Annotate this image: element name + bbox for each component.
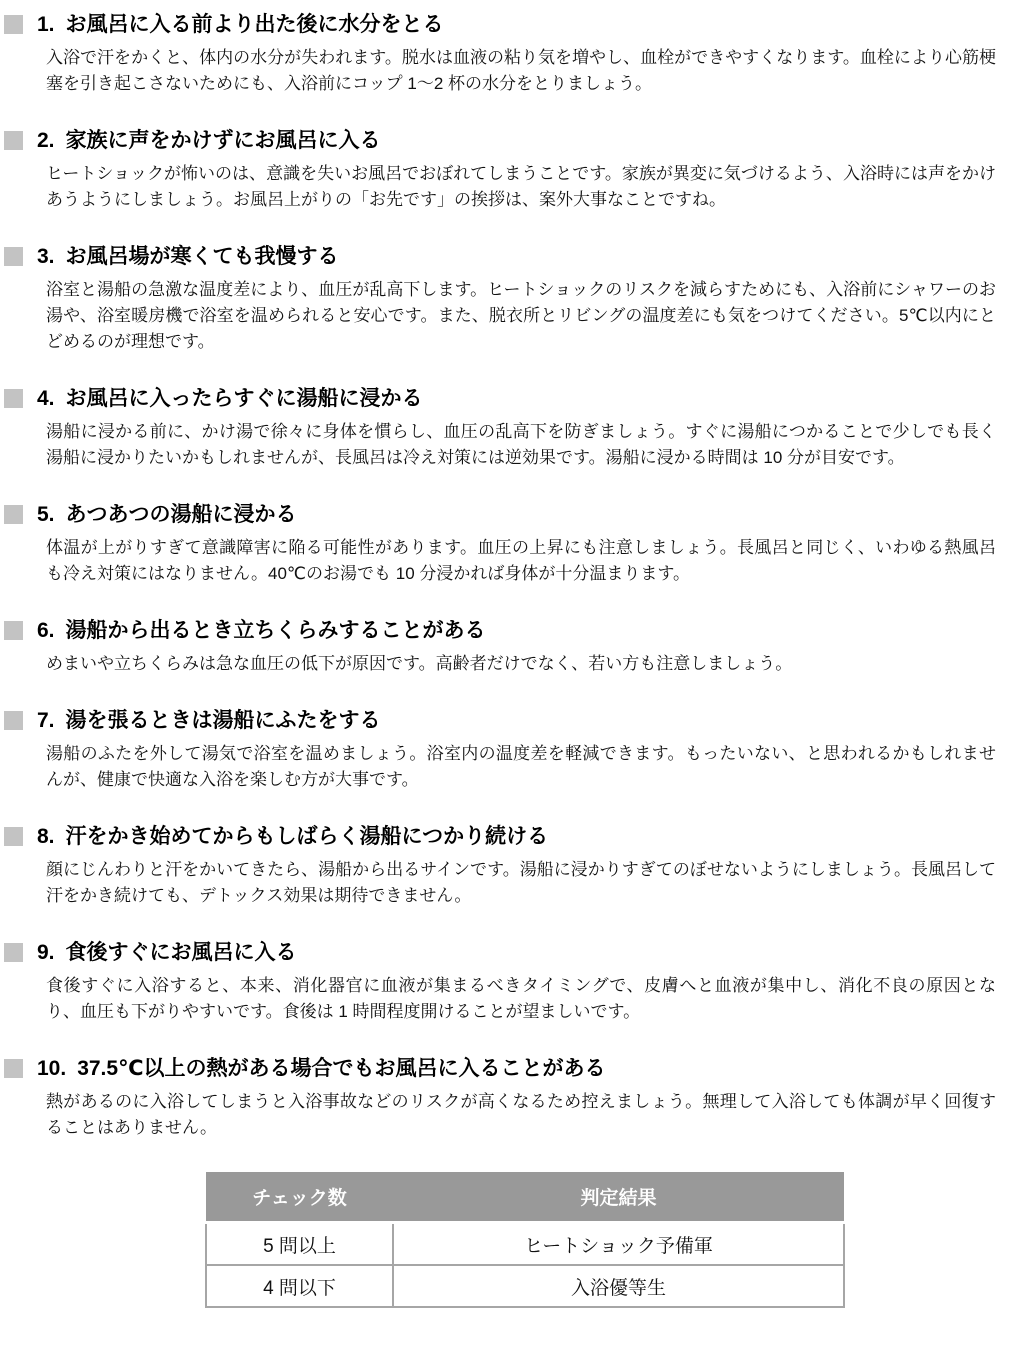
checklist-item-1 [0,12,996,97]
item-title: 家族に声をかけずにお風呂に入る [65,129,381,152]
checkbox-icon [4,505,23,524]
item-heading [37,502,996,527]
item-heading [37,12,996,37]
checklist-item-2 [0,128,996,213]
item-number: 1. [37,13,55,36]
item-number: 7. [37,709,55,732]
item-number: 10. [37,1057,67,1080]
item-number: 8. [37,825,55,848]
item-body: 湯船のふたを外して湯気で浴室を温めましょう。浴室内の温度差を軽減できます。もったいない、と思われるかもしれませんが、健康で快適な入浴を楽しむ方が大事です。 [46,744,996,789]
result-table-header-row [206,1172,844,1223]
item-heading [37,386,996,411]
item-title: お風呂に入る前より出た後に水分をとる [65,13,444,36]
checkbox-icon [4,1059,23,1078]
checklist-item-10 [0,1056,996,1141]
item-title: 湯船から出るとき立ちくらみすることがある [65,619,486,642]
checklist-item-8 [0,824,996,909]
item-number: 5. [37,503,55,526]
table-row [206,1223,844,1266]
item-body: 食後すぐに入浴すると、本来、消化器官に血液が集まるべきタイミングで、皮膚へと血液が集中し、消化不良の原因となり、血圧も下がりやすいです。食後は 1 時間程度開けることが望ましいです。 [46,976,996,1021]
cell-check-count: 5 問以上 [206,1223,393,1266]
item-body: めまいや立ちくらみは急な血圧の低下が原因です。高齢者だけでなく、若い方も注意しましょう。 [46,654,793,673]
item-title: お風呂場が寒くても我慢する [65,245,339,268]
cell-check-count: 4 問以下 [206,1265,393,1307]
item-heading [37,128,996,153]
checklist-item-7 [0,708,996,793]
item-content [37,386,996,471]
cell-judgement: ヒートショック予備軍 [393,1223,844,1266]
item-heading [37,708,996,733]
item-content [37,502,996,587]
item-content [37,618,996,677]
item-title: 37.5℃以上の熱がある場合でもお風呂に入ることがある [77,1057,606,1080]
header-check-count: チェック数 [206,1172,393,1223]
checklist-item-9 [0,940,996,1025]
item-heading [37,1056,996,1081]
checkbox-icon [4,621,23,640]
item-body: 体温が上がりすぎて意識障害に陥る可能性があります。血圧の上昇にも注意しましょう。長風呂と同じく、いわゆる熱風呂も冷え対策にはなりません。40℃のお湯でも 10 分浸かれば身体が十分温まります。 [46,538,996,583]
item-content [37,244,996,355]
checkbox-icon [4,247,23,266]
item-body: 熱があるのに入浴してしまうと入浴事故などのリスクが高くなるため控えましょう。無理して入浴しても体調が早く回復することはありません。 [46,1092,996,1137]
item-number: 3. [37,245,55,268]
item-body: 湯船に浸かる前に、かけ湯で徐々に身体を慣らし、血圧の乱高下を防ぎましょう。すぐに湯船につかることで少しでも長く湯船に浸かりたいかもしれませんが、長風呂は冷え対策には逆効果です。湯船に浸かる時間は 10 分が目安です。 [46,422,996,467]
result-table [205,1172,845,1308]
item-number: 6. [37,619,55,642]
item-body: 入浴で汗をかくと、体内の水分が失われます。脱水は血液の粘り気を増やし、血栓ができやすくなります。血栓により心筋梗塞を引き起こさないためにも、入浴前にコップ 1～2 杯の水分をとりましょう。 [46,48,996,93]
item-heading [37,244,996,269]
item-content [37,708,996,793]
table-row [206,1265,844,1307]
item-number: 2. [37,129,55,152]
item-content [37,12,996,97]
cell-judgement: 入浴優等生 [393,1265,844,1307]
checklist-item-5 [0,502,996,587]
item-heading [37,824,996,849]
header-judgement: 判定結果 [393,1172,844,1223]
item-content [37,128,996,213]
checkbox-icon [4,131,23,150]
checkbox-icon [4,943,23,962]
item-title: あつあつの湯船に浸かる [65,503,297,526]
checklist-item-4 [0,386,996,471]
checkbox-icon [4,711,23,730]
item-body: ヒートショックが怖いのは、意識を失いお風呂でおぼれてしまうことです。家族が異変に気づけるよう、入浴時には声をかけあうようにしましょう。お風呂上がりの「お先です」の挨拶は、案外大事なことですね。 [46,164,996,209]
item-title: 汗をかき始めてからもしばらく湯船につかり続ける [65,825,549,848]
checklist-item-6 [0,618,996,677]
checklist-item-3 [0,244,996,355]
item-body: 浴室と湯船の急激な温度差により、血圧が乱高下します。ヒートショックのリスクを減らすためにも、入浴前にシャワーのお湯や、浴室暖房機で浴室を温められると安心です。また、脱衣所とリビングの温度差にも気をつけてください。5℃以内にとどめるのが理想です。 [46,280,996,351]
item-content [37,1056,996,1141]
checkbox-icon [4,827,23,846]
item-content [37,940,996,1025]
item-number: 9. [37,941,55,964]
item-body: 顔にじんわりと汗をかいてきたら、湯船から出るサインです。湯船に浸かりすぎてのぼせないようにしましょう。長風呂して汗をかき続けても、デトックス効果は期待できません。 [46,860,996,905]
item-title: 湯を張るときは湯船にふたをする [65,709,381,732]
item-number: 4. [37,387,55,410]
checkbox-icon [4,389,23,408]
item-content [37,824,996,909]
checkbox-icon [4,15,23,34]
item-title: お風呂に入ったらすぐに湯船に浸かる [65,387,423,410]
item-heading [37,618,996,643]
item-heading [37,940,996,965]
item-title: 食後すぐにお風呂に入る [65,941,297,964]
